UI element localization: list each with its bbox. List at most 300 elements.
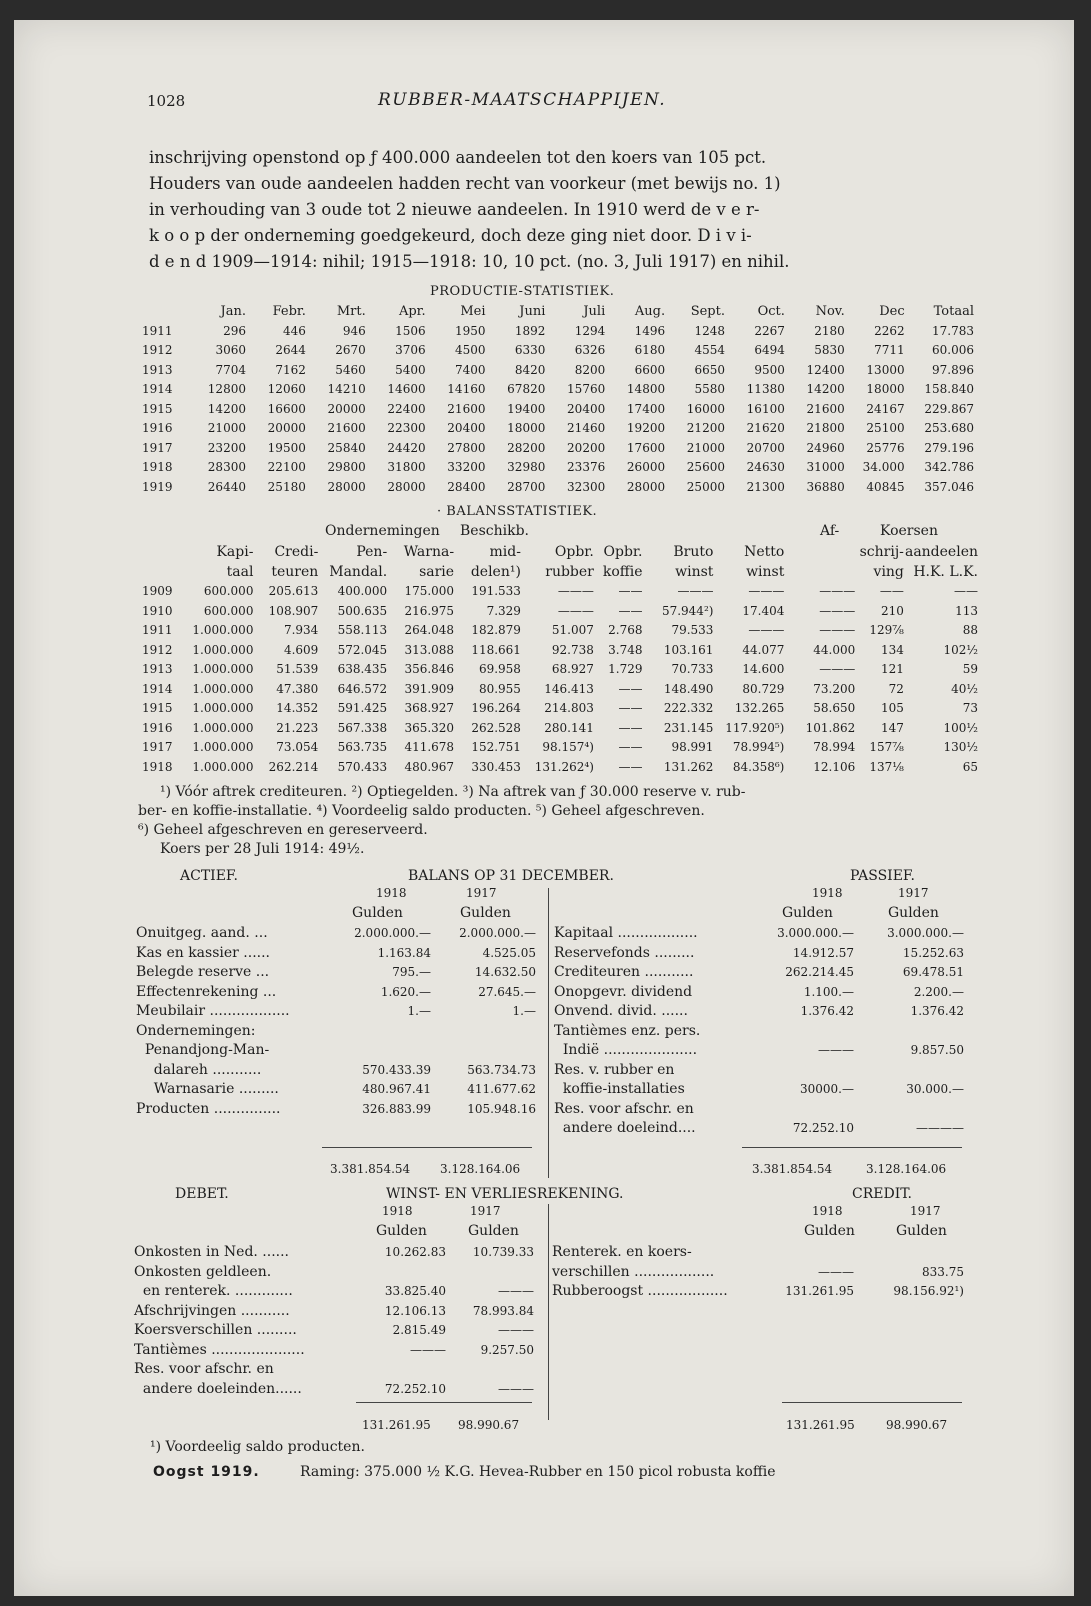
table-cell: 2262 [874, 323, 905, 338]
table-cell: —— [618, 701, 643, 715]
table-cell: 14200 [207, 401, 246, 416]
column-header [142, 563, 181, 583]
ledger-label: Onvend. divid. ...... [554, 1003, 688, 1019]
ledger-label: Tantièmes ..................... [134, 1341, 305, 1358]
unit-label: Gulden [468, 1223, 519, 1239]
table-cell: 60.006 [932, 343, 974, 357]
table-cell: 365.320 [404, 720, 455, 735]
row-year: 1914 [142, 382, 173, 396]
table-cell: 5460 [335, 362, 366, 377]
table-cell: 216.975 [404, 603, 455, 618]
wv-footnote: ¹) Voordeelig saldo producten. [150, 1439, 365, 1455]
table-cell: ——— [748, 584, 785, 598]
table-cell: 6650 [694, 362, 725, 377]
ledger-amount: 1.— [512, 1004, 536, 1018]
table-cell: 14800 [626, 382, 666, 396]
ledger-amount [764, 1243, 854, 1263]
ledger-label: Tantièmes enz. pers. [554, 1022, 701, 1039]
row-year: 1918 [142, 759, 173, 774]
wv-total: 98.990.67 [886, 1418, 948, 1432]
footnote-line: ⁶) Geheel afgeschreven en gereserveerd. [138, 822, 428, 838]
ledger-amount: 12.106.13 [384, 1303, 446, 1318]
ledger-amount: 27.645.— [478, 984, 536, 999]
column-header: Credi- [274, 544, 319, 560]
column-divider [548, 888, 549, 1178]
ledger-amount: 2.200.— [913, 984, 964, 999]
table-cell: 14200 [806, 382, 845, 396]
ledger-label: Belegde reserve ... [136, 964, 270, 980]
table-cell: 182.879 [471, 623, 521, 637]
table-cell: 69.958 [478, 662, 521, 676]
actief-table [136, 924, 536, 1119]
table-cell: 78.994 [813, 740, 856, 754]
ledger-label: Res. voor afschr. en [554, 1100, 694, 1117]
column-header: Febr. [272, 304, 306, 319]
table-cell: 646.572 [337, 681, 388, 696]
table-row [142, 322, 974, 342]
table-row [142, 341, 974, 361]
table-cell: 12.106 [813, 759, 856, 774]
table-cell: 58.650 [813, 701, 856, 715]
table-cell: 22400 [387, 401, 426, 416]
ledger-amount: 1.620.— [380, 984, 431, 999]
column-header: aandeelen [904, 544, 978, 560]
table-cell: 229.867 [924, 401, 974, 416]
row-year: 1909 [142, 584, 173, 598]
ledger-amount: 9.857.50 [910, 1043, 964, 1057]
ledger-amount: 33.825.40 [384, 1284, 446, 1298]
column-header [142, 302, 184, 322]
table-cell: 80.729 [742, 681, 785, 696]
table-cell: 7162 [275, 362, 306, 377]
ledger-label: Afschrijvingen ........... [134, 1302, 290, 1319]
ledger-label: Onkosten geldleen. [134, 1263, 272, 1280]
row-year: 1912 [142, 343, 173, 357]
table-row [142, 419, 974, 439]
ledger-amount: 326.883.99 [362, 1101, 431, 1116]
table-row [142, 582, 978, 602]
table-cell: 600.000 [203, 584, 254, 598]
table-cell: 368.927 [404, 701, 455, 715]
column-header: Juli [583, 304, 606, 319]
table-cell: 2180 [814, 323, 845, 338]
table-cell: 24630 [746, 460, 785, 474]
wv-total: 98.990.67 [458, 1418, 520, 1432]
table-cell: 65 [962, 759, 978, 774]
unit-label: Gulden [804, 1223, 855, 1239]
table-cell: 21620 [746, 421, 785, 435]
table-cell: 12400 [806, 362, 845, 377]
ledger-amount [854, 1100, 964, 1120]
table-cell: 296 [223, 323, 246, 338]
column-header: Totaal [933, 304, 974, 319]
row-year: 1915 [142, 401, 173, 416]
table-cell: 28000 [626, 479, 666, 494]
total-rule [322, 1147, 532, 1148]
table-cell: 21000 [207, 421, 246, 435]
table-cell: 6330 [514, 343, 546, 357]
table-cell: 446 [282, 323, 306, 338]
ledger-amount [364, 1360, 446, 1380]
passief-table [554, 924, 964, 1139]
table-cell: 1.000.000 [192, 662, 254, 676]
ledger-label: Indië ..................... [554, 1042, 698, 1058]
table-row [142, 478, 974, 498]
wv-total: 131.261.95 [786, 1418, 855, 1432]
ledger-label: en renterek. ............. [134, 1283, 293, 1299]
table-cell: 7400 [454, 362, 486, 377]
ledger-label: koffie-installaties [554, 1081, 685, 1097]
table-cell: 191.533 [471, 584, 521, 598]
table-cell: —— [618, 720, 643, 735]
ledger-amount: 2.815.49 [392, 1323, 446, 1337]
table-cell: ——— [748, 623, 785, 637]
table-cell: 129⅞ [869, 623, 904, 637]
row-year: 1918 [142, 460, 173, 474]
table-cell: ——— [819, 603, 856, 618]
ledger-row [136, 1002, 536, 1022]
table-cell: 19400 [507, 401, 546, 416]
balans-total: 3.381.854.54 [752, 1162, 833, 1176]
table-cell: 21200 [686, 421, 725, 435]
table-cell: 946 [342, 323, 366, 338]
ledger-amount: 480.967.41 [362, 1082, 431, 1096]
ledger-amount: 105.948.16 [467, 1101, 536, 1116]
ledger-amount [326, 1041, 431, 1061]
table-cell: 567.338 [337, 720, 388, 735]
table-cell: ——— [557, 584, 594, 598]
table-cell: 98.991 [671, 740, 714, 754]
ledger-row [134, 1341, 534, 1361]
table-cell: 175.000 [404, 584, 455, 598]
year-label: 1918 [376, 886, 407, 900]
table-cell: 391.909 [404, 681, 455, 696]
table-cell: 600.000 [203, 603, 254, 618]
ledger-row [554, 1041, 964, 1061]
table-cell: 79.533 [671, 623, 714, 637]
ledger-row [554, 983, 964, 1003]
page-number: 1028 [147, 92, 186, 110]
ledger-label: Crediteuren ........... [554, 964, 694, 980]
ledger-row [134, 1360, 534, 1380]
ledger-amount [431, 1022, 536, 1042]
column-header: Apr. [398, 304, 426, 319]
column-header: Opbr. [554, 544, 594, 560]
column-header: winst [675, 563, 714, 580]
table-cell: 2267 [754, 323, 785, 338]
table-cell: 21460 [567, 421, 606, 435]
table-cell: 26000 [626, 460, 666, 474]
table-cell: 22300 [387, 421, 426, 435]
table-cell: 6600 [634, 362, 666, 377]
column-header: Dec [879, 304, 905, 319]
table-cell: 23200 [207, 440, 246, 455]
ledger-amount: 78.993.84 [472, 1303, 534, 1318]
ledger-row [134, 1263, 534, 1283]
ledger-amount: 1.163.84 [377, 945, 431, 960]
table-cell: 73.054 [276, 740, 319, 754]
year-label: 1918 [812, 886, 843, 900]
ledger-label: Koersverschillen ......... [134, 1322, 297, 1338]
ledger-amount: 98.156.92¹) [893, 1284, 964, 1298]
table-cell: 205.613 [268, 584, 319, 598]
ledger-row [134, 1282, 534, 1302]
column-header: sarie [419, 563, 455, 580]
row-year: 1916 [142, 720, 173, 735]
ledger-label: Onkosten in Ned. ...... [134, 1244, 290, 1260]
table-cell: 20000 [327, 401, 366, 416]
year-label: 1918 [812, 1204, 843, 1218]
column-header: Mandal. [329, 563, 388, 580]
production-header-row [142, 302, 974, 322]
column-header: Jan. [220, 304, 246, 319]
table-cell: 20700 [746, 440, 785, 455]
table-cell: 57.944²) [661, 603, 714, 618]
table-row [142, 719, 978, 739]
table-cell: 98.157⁴) [542, 740, 594, 754]
table-cell: 67820 [507, 382, 546, 396]
table-cell: 5830 [814, 343, 845, 357]
ledger-amount [854, 1022, 964, 1042]
table-cell: 342.786 [924, 460, 974, 474]
table-cell: 25600 [686, 460, 725, 474]
table-cell: 330.453 [471, 759, 521, 774]
ledger-label: Res. v. rubber en [554, 1061, 675, 1078]
balance-header-af: Af- [820, 523, 840, 539]
table-cell: 558.113 [337, 623, 388, 637]
production-title: PRODUCTIE-STATISTIEK. [430, 284, 615, 299]
ledger-amount: 69.478.51 [902, 965, 964, 979]
table-cell: 92.738 [551, 642, 594, 657]
table-cell: 131.262 [663, 759, 714, 774]
table-cell: 15760 [567, 382, 606, 396]
table-cell: 103.161 [663, 642, 714, 657]
table-cell: 16100 [746, 401, 785, 416]
ledger-amount: 262.214.45 [785, 965, 854, 979]
table-cell: 1.000.000 [192, 642, 254, 657]
ledger-row [554, 1080, 964, 1100]
oogst-label: Oogst 1919. [153, 1464, 260, 1480]
table-cell: 24960 [806, 440, 845, 455]
column-header: delen¹) [470, 563, 521, 580]
ledger-label: Rubberoogst .................. [552, 1283, 728, 1299]
table-cell: 563.735 [337, 740, 388, 754]
ledger-amount [446, 1360, 534, 1380]
table-cell: ——— [819, 584, 856, 598]
ledger-amount: ——— [498, 1323, 534, 1337]
row-year: 1914 [142, 681, 173, 696]
ledger-amount: ——— [498, 1284, 534, 1298]
ledger-amount: 3.000.000.— [777, 926, 854, 940]
table-cell: 31000 [806, 460, 845, 474]
column-header [142, 543, 181, 563]
table-cell: —— [618, 584, 643, 598]
table-cell: 1294 [574, 323, 606, 338]
unit-label: Gulden [352, 905, 403, 921]
table-row [142, 458, 974, 478]
year-label: 1917 [898, 886, 929, 900]
ledger-label: Ondernemingen: [136, 1022, 256, 1039]
table-cell: 6494 [754, 343, 785, 357]
table-cell: 2644 [275, 343, 306, 357]
balans-title: BALANS OP 31 DECEMBER. [408, 868, 614, 884]
table-cell: 1.000.000 [192, 759, 254, 774]
column-header: Netto [744, 544, 785, 560]
unit-label: Gulden [376, 1223, 427, 1239]
column-header: taal [226, 563, 254, 580]
table-cell: 356.846 [404, 662, 455, 676]
unit-label: Gulden [896, 1223, 947, 1239]
table-cell: 357.046 [924, 479, 974, 494]
table-cell: 591.425 [337, 701, 388, 715]
table-cell: 16000 [686, 401, 725, 416]
ledger-amount: 14.912.57 [792, 945, 854, 960]
table-row [142, 602, 978, 622]
intro-line: in verhouding van 3 oude tot 2 nieuwe aandeelen. In 1910 werd de v e r- [149, 200, 760, 219]
row-year: 1913 [142, 662, 173, 676]
ledger-amount: 795.— [392, 965, 431, 979]
table-row [142, 758, 978, 778]
ledger-amount: 9.257.50 [480, 1342, 534, 1357]
table-cell: 21300 [746, 479, 785, 494]
table-cell: 44.077 [742, 642, 785, 657]
ledger-amount [754, 1061, 854, 1081]
table-cell: 1.000.000 [192, 720, 254, 735]
column-header: Juni [519, 304, 546, 319]
ledger-row [136, 1080, 536, 1100]
unit-label: Gulden [782, 905, 833, 921]
table-cell: —— [954, 584, 978, 598]
intro-line: d e n d 1909—1914: nihil; 1915—1918: 10, 10 pct. (no. 3, Juli 1917) en nihil. [149, 252, 790, 271]
table-row [142, 621, 978, 641]
table-cell: —— [618, 740, 643, 754]
unit-label: Gulden [460, 905, 511, 921]
ledger-label: verschillen .................. [552, 1263, 715, 1280]
credit-title: CREDIT. [852, 1186, 912, 1202]
table-cell: 480.967 [404, 759, 455, 774]
table-cell: 24167 [866, 401, 905, 416]
column-header: Oct. [757, 304, 785, 319]
row-year: 1913 [142, 362, 173, 377]
ledger-amount: 72.252.10 [384, 1381, 446, 1396]
table-row [142, 660, 978, 680]
table-cell: 19500 [267, 440, 306, 455]
table-cell: 157⅞ [869, 740, 904, 754]
table-cell: 34.000 [862, 460, 905, 474]
table-cell: 51.539 [276, 662, 319, 676]
table-cell: 1248 [694, 323, 725, 338]
balans-total: 3.381.854.54 [330, 1162, 411, 1176]
table-cell: 88 [962, 623, 978, 637]
ledger-amount: ———— [916, 1121, 964, 1135]
table-cell: 21.223 [276, 720, 319, 735]
table-cell: ——— [819, 623, 856, 637]
ledger-amount: 1.376.42 [910, 1004, 964, 1018]
table-cell: 2670 [335, 343, 366, 357]
table-cell: 152.751 [471, 740, 521, 754]
ledger-amount: 1.— [407, 1004, 431, 1018]
table-cell: 101.862 [805, 720, 856, 735]
ledger-amount [754, 1100, 854, 1120]
table-cell: 17400 [626, 401, 666, 416]
table-cell: 19200 [626, 421, 666, 435]
ledger-row [136, 1022, 536, 1042]
total-rule [356, 1402, 532, 1403]
ledger-label: Res. voor afschr. en [134, 1361, 274, 1377]
ledger-amount: 30.000.— [906, 1082, 964, 1096]
balance-header-beschikb: Beschikb. [460, 523, 529, 539]
table-cell: 108.907 [268, 603, 319, 618]
ledger-amount [854, 1061, 964, 1081]
table-cell: 21000 [686, 440, 725, 455]
table-cell: 32300 [567, 479, 606, 494]
table-cell: 4500 [454, 343, 486, 357]
ledger-label: Renterek. en koers- [552, 1244, 692, 1260]
row-year: 1915 [142, 701, 173, 715]
table-cell: ——— [557, 603, 594, 618]
table-cell: 25000 [686, 479, 725, 494]
ledger-amount: 411.677.62 [467, 1082, 536, 1096]
unit-label: Gulden [888, 905, 939, 921]
table-cell: 253.680 [924, 421, 974, 435]
table-cell: 40845 [866, 479, 905, 494]
ledger-amount: 563.734.73 [467, 1062, 536, 1077]
table-cell: 21800 [806, 421, 845, 435]
ledger-amount: 3.000.000.— [887, 926, 964, 940]
table-cell: 28700 [507, 479, 546, 494]
table-cell: 570.433 [337, 759, 388, 774]
balance-title: · BALANSSTATISTIEK. [437, 504, 598, 519]
balans-total: 3.128.164.06 [440, 1162, 521, 1176]
ledger-amount: 30000.— [800, 1082, 854, 1096]
ledger-label: Reservefonds ......... [554, 944, 695, 961]
table-cell: 22100 [267, 460, 306, 474]
ledger-amount: 2.000.000.— [354, 926, 431, 940]
intro-paragraph [149, 145, 976, 275]
table-cell: 73 [962, 701, 978, 715]
table-cell: 80.955 [478, 681, 521, 696]
column-header: koffie [602, 563, 643, 580]
row-year: 1917 [142, 440, 173, 455]
wv-title: WINST- EN VERLIESREKENING. [386, 1186, 624, 1202]
table-cell: —— [618, 681, 643, 696]
ledger-label: dalareh ........... [136, 1061, 262, 1078]
table-cell: 102½ [943, 642, 978, 657]
debet-table [134, 1243, 534, 1399]
ledger-row [134, 1243, 534, 1263]
ledger-amount: 833.75 [922, 1264, 964, 1279]
ledger-amount: 1.376.42 [800, 1004, 854, 1018]
wv-total: 131.261.95 [362, 1418, 431, 1432]
table-cell: 18000 [507, 421, 546, 435]
table-cell: 9500 [754, 362, 785, 377]
table-cell: 100½ [943, 720, 978, 735]
year-label: 1917 [466, 886, 497, 900]
table-cell: 279.196 [924, 440, 974, 455]
table-cell: 118.661 [471, 642, 521, 657]
table-cell: 137⅛ [869, 759, 904, 774]
oogst-text: Raming: 375.000 ½ K.G. Hevea-Rubber en 150 picol robusta koffie [300, 1464, 776, 1480]
ledger-amount: 72.252.10 [792, 1121, 854, 1135]
table-cell: 638.435 [337, 662, 388, 676]
ledger-label: andere doeleind.... [554, 1120, 696, 1136]
table-cell: 16600 [267, 401, 306, 416]
ledger-amount: 131.261.95 [785, 1284, 854, 1298]
table-cell: 313.088 [404, 642, 455, 657]
table-cell: 1.000.000 [192, 681, 254, 696]
row-year: 1911 [142, 323, 173, 338]
ledger-amount: 14.632.50 [474, 965, 536, 979]
